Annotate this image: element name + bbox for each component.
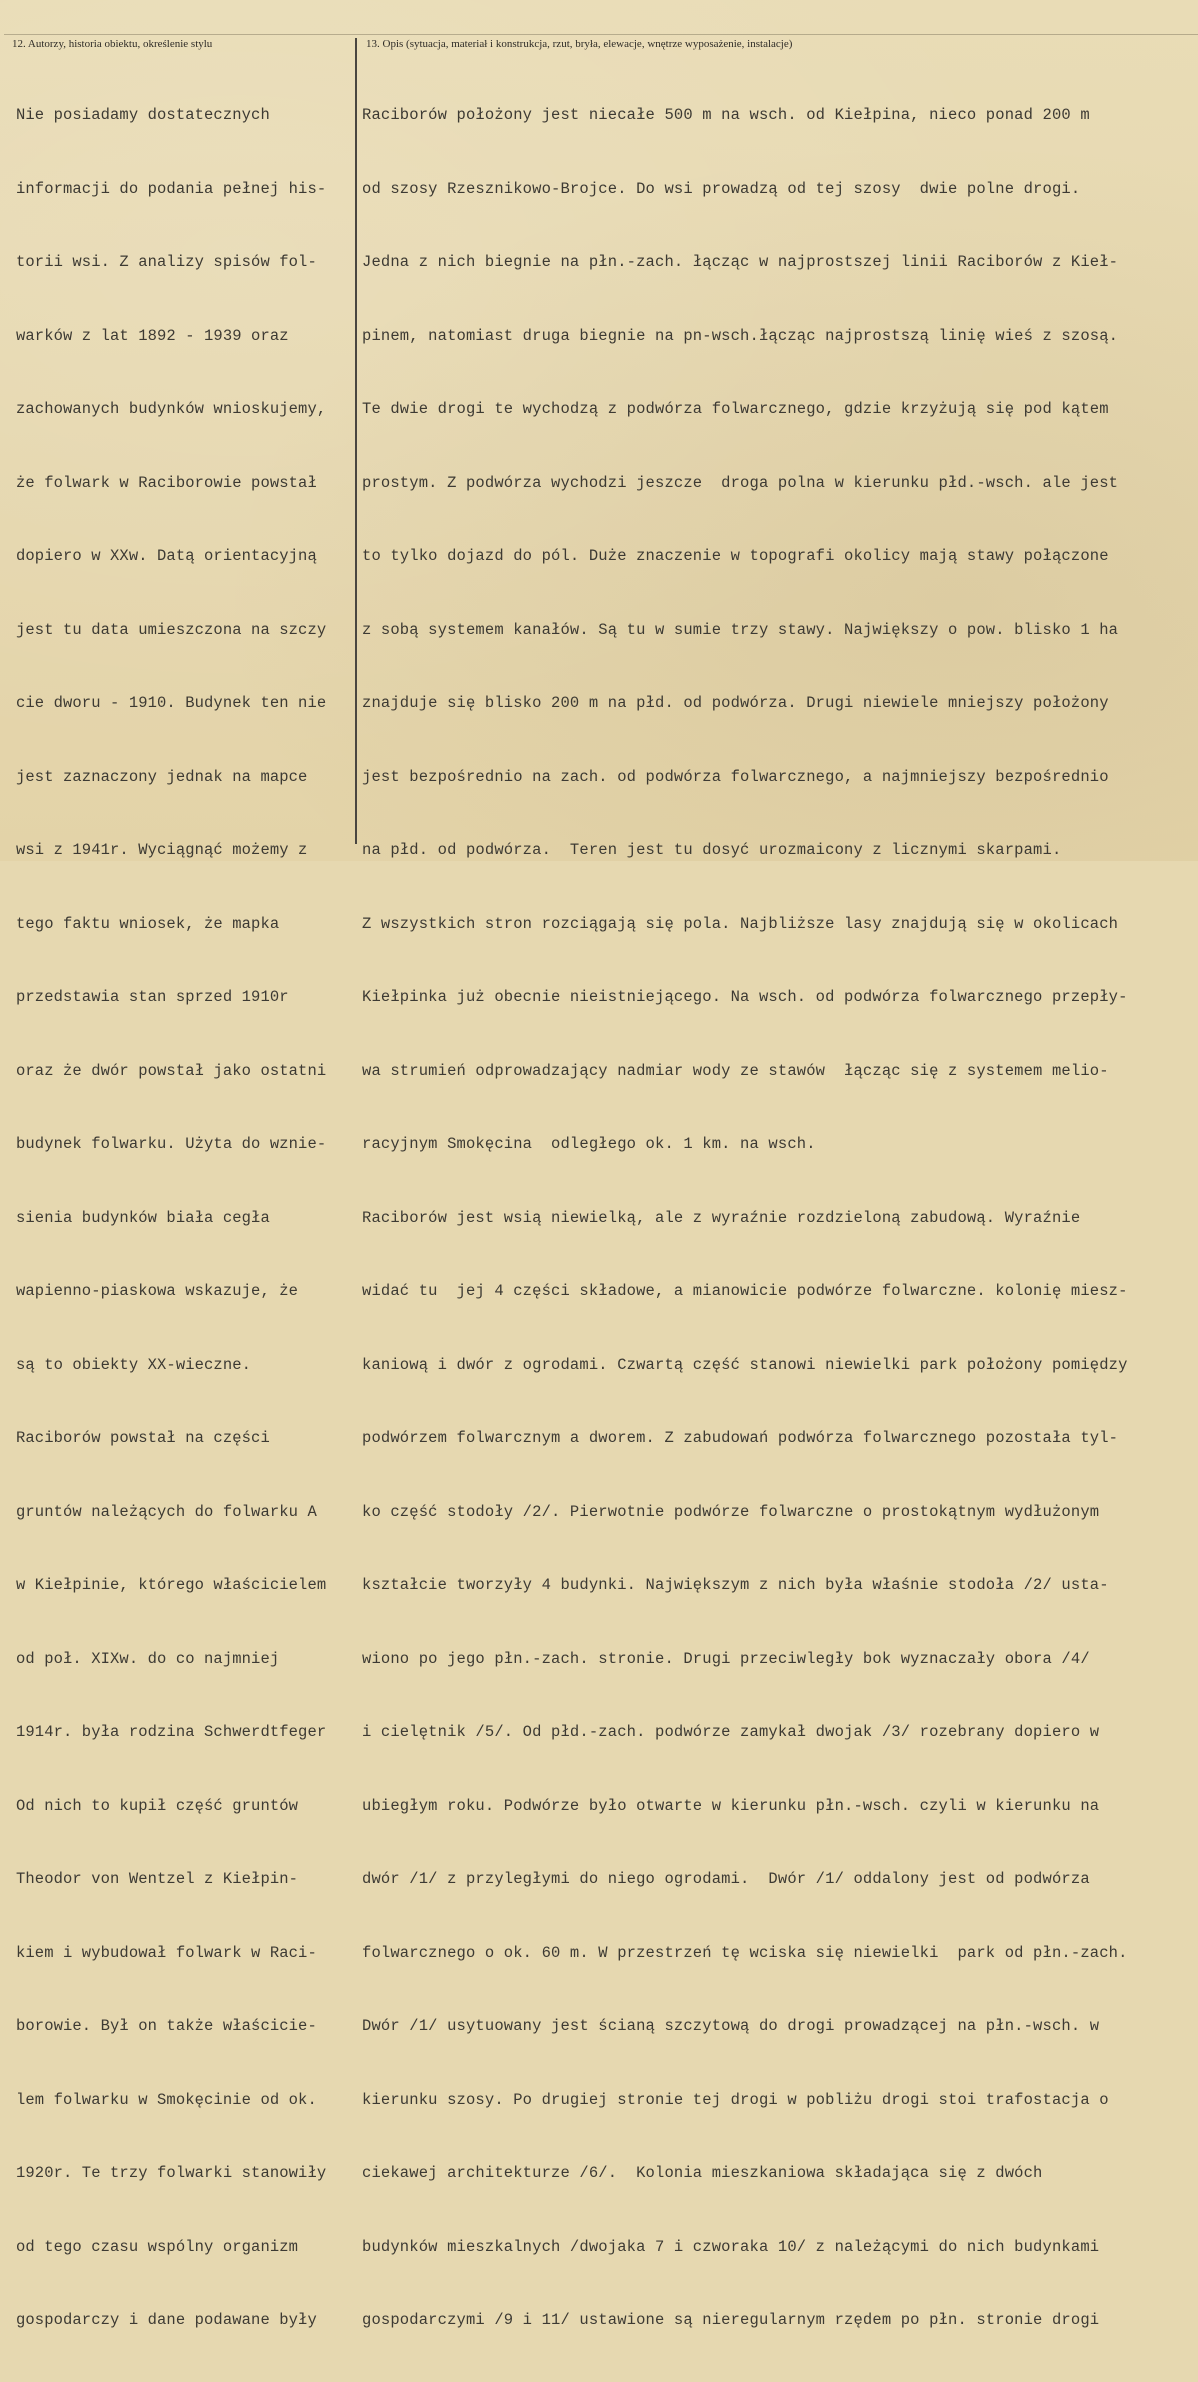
history-line: Theodor von Wentzel z Kiełpin- (16, 1870, 299, 1888)
description-line: prostym. Z podwórza wychodzi jeszcze droga polna w kierunku płd.-wsch. ale jest (362, 473, 1119, 492)
description-line: Jedna z nich biegnie na płn.-zach. łącząc w najprostszej linii Raciborów z Kieł- (362, 253, 1119, 271)
description-line: widać tu jej 4 części składowe, a mianowicie podwórze folwarczne. kolonię miesz- (362, 1282, 1128, 1300)
description-line: ciekawej architekturze /6/. Kolonia mieszkaniowa składająca się z dwóch (362, 2164, 1043, 2182)
description-line: Te dwie drogi te wychodzą z podwórza folwarcznego, gdzie krzyżują się pod kątem (362, 400, 1109, 418)
history-text-column (16, 54, 352, 2382)
description-line: Kiełpinka już obecnie nieistniejącego. Na wsch. od podwórza folwarcznego przepły- (362, 988, 1128, 1006)
history-line: jest zaznaczony jednak na mapce (16, 767, 308, 786)
history-line: cie dworu - 1910. Budynek ten nie (16, 694, 327, 712)
description-line: budynków mieszkalnych /dwojaka 7 i czworaka 10/ z należącymi do nich budynkami (362, 2237, 1100, 2256)
history-line: zachowanych budynków wnioskujemy, (16, 400, 327, 418)
description-line: kaniową i dwór z ogrodami. Czwartą część stanowi niewielki park położony pomiędzy (362, 1355, 1128, 1374)
description-line: dwór /1/ z przyległymi do niego ogrodami. Dwór /1/ oddalony jest od podwórza (362, 1870, 1090, 1888)
history-line: kiem i wybudował folwark w Raci- (16, 1943, 317, 1962)
history-line: borowie. Był on także właściciе- (16, 2017, 317, 2035)
history-line: wsi z 1941r. Wyciągnąć możemy z (16, 841, 308, 859)
history-line: że folwark w Raciborowie powstał (16, 473, 317, 492)
column-divider (355, 38, 357, 844)
history-line: torii wsi. Z analizy spisów fol- (16, 253, 317, 271)
history-line: informacji do podania pełnej his- (16, 179, 327, 198)
description-line: Z wszystkich stron rozciągają się pola. Najbliższe lasy znajdują się w okolicach (362, 914, 1119, 933)
description-line: kierunku szosy. Po drugiej stronie tej drogi w pobliżu drogi stoi trafostacja o (362, 2090, 1109, 2109)
history-line: Od nich to kupił część gruntów (16, 1796, 299, 1815)
history-line: są to obiekty XX-wieczne. (16, 1355, 252, 1374)
description-line: od szosy Rzesznikowo-Brojce. Do wsi prowadzą od tej szosy dwie polne drogi. (362, 179, 1081, 198)
description-line: wa strumień odprowadzający nadmiar wody ze stawów łącząc się z systemem melio- (362, 1061, 1109, 1080)
description-line: wiono po jego płn.-zach. stronie. Drugi przeciwległy bok wyznaczały obora /4/ (362, 1649, 1090, 1668)
section-13-header: 13. Opis (sytuacja, materiał i konstrukcja, rzut, bryła, elewacje, wnętrze wyposażenie, instalacje) (366, 38, 793, 50)
description-line: Raciborów położony jest niecałe 500 m na wsch. od Kiełpina, nieco ponad 200 m (362, 106, 1090, 124)
top-rule (4, 34, 1198, 35)
history-line: tego faktu wniosek, że mapka (16, 914, 280, 933)
history-line: gospodarczy i dane podawane były (16, 2311, 317, 2329)
history-line: od tego czasu wspólny organizm (16, 2237, 299, 2256)
history-line: lem folwarku w Smokęcinie od ok. (16, 2090, 317, 2109)
history-line: gruntów należących do folwarku A (16, 1502, 317, 1521)
description-line: z sobą systemem kanałów. Są tu w sumie trzy stawy. Największy o pow. blisko 1 ha (362, 620, 1119, 639)
description-line: jest bezpośrednio na zach. od podwórza folwarcznego, a najmniejszy bezpośrednio (362, 767, 1109, 786)
history-line: dopiero w XXw. Datą orientacyjną (16, 547, 317, 565)
history-line: wapienno-piaskowa wskazuje, że (16, 1282, 299, 1300)
description-line: racyjnym Smokęcina odległego ok. 1 km. na wsch. (362, 1135, 816, 1153)
history-line: jest tu data umieszczona na szczy (16, 620, 327, 639)
history-line: od poł. XIXw. do co najmniej (16, 1649, 280, 1668)
history-line: 1920r. Te trzy folwarki stanowiły (16, 2164, 327, 2182)
history-line: w Kiełpinie, którego właścicielem (16, 1576, 327, 1594)
description-line: to tylko dojazd do pól. Duże znaczenie w topografi okolicy mają stawy połączone (362, 547, 1109, 565)
description-line: znajduje się blisko 200 m na płd. od podwórza. Drugi niewiele mniejszy położony (362, 694, 1109, 712)
description-line: i cielętnik /5/. Od płd.-zach. podwórze zamykał dwojak /3/ rozebrany dopiero w (362, 1723, 1100, 1741)
description-line: Raciborów jest wsią niewielką, ale z wyraźnie rozdzieloną zabudową. Wyraźnie (362, 1208, 1081, 1227)
history-line: Nie posiadamy dostatecznych (16, 106, 270, 124)
history-line: budynek folwarku. Użyta do wznie- (16, 1135, 327, 1153)
history-line: warków z lat 1892 - 1939 oraz (16, 326, 289, 345)
history-line: sienia budynków biała cegła (16, 1208, 270, 1227)
history-line: przedstawia stan sprzed 1910r (16, 988, 289, 1006)
history-line: 1914r. była rodzina Schwerdtfeger (16, 1723, 327, 1741)
description-line: gospodarczymi /9 i 11/ ustawione są nieregularnym rzędem po płn. stronie drogi (362, 2311, 1100, 2329)
description-line: kształcie tworzyły 4 budynki. Największym z nich była właśnie stodoła /2/ usta- (362, 1576, 1109, 1594)
description-line: na płd. od podwórza. Teren jest tu dosyć urozmaicony z licznymi skarpami. (362, 841, 1062, 859)
description-text-column (362, 54, 1194, 2382)
description-line: folwarcznego o ok. 60 m. W przestrzeń tę wciska się niewielki park od płn.-zach. (362, 1943, 1128, 1962)
description-line: Dwór /1/ usytuowany jest ścianą szczytową do drogi prowadzącej na płn.-wsch. w (362, 2017, 1100, 2035)
description-line: ko część stodoły /2/. Pierwotnie podwórze folwarczne o prostokątnym wydłużonym (362, 1502, 1100, 1521)
history-line: Raciborów powstał na części (16, 1429, 270, 1447)
section-12-header: 12. Autorzy, historia obiektu, określenie stylu (12, 38, 213, 50)
description-line: podwórzem folwarcznym a dworem. Z zabudowań podwórza folwarcznego pozostała tyl- (362, 1429, 1119, 1447)
history-line: oraz że dwór powstał jako ostatni (16, 1061, 327, 1080)
description-line: ubiegłym roku. Podwórze było otwarte w kierunku płn.-wsch. czyli w kierunku na (362, 1796, 1100, 1815)
description-line: pinem, natomiast druga biegnie na pn-wsch.łącząc najprostszą linię wieś z szosą. (362, 326, 1119, 345)
